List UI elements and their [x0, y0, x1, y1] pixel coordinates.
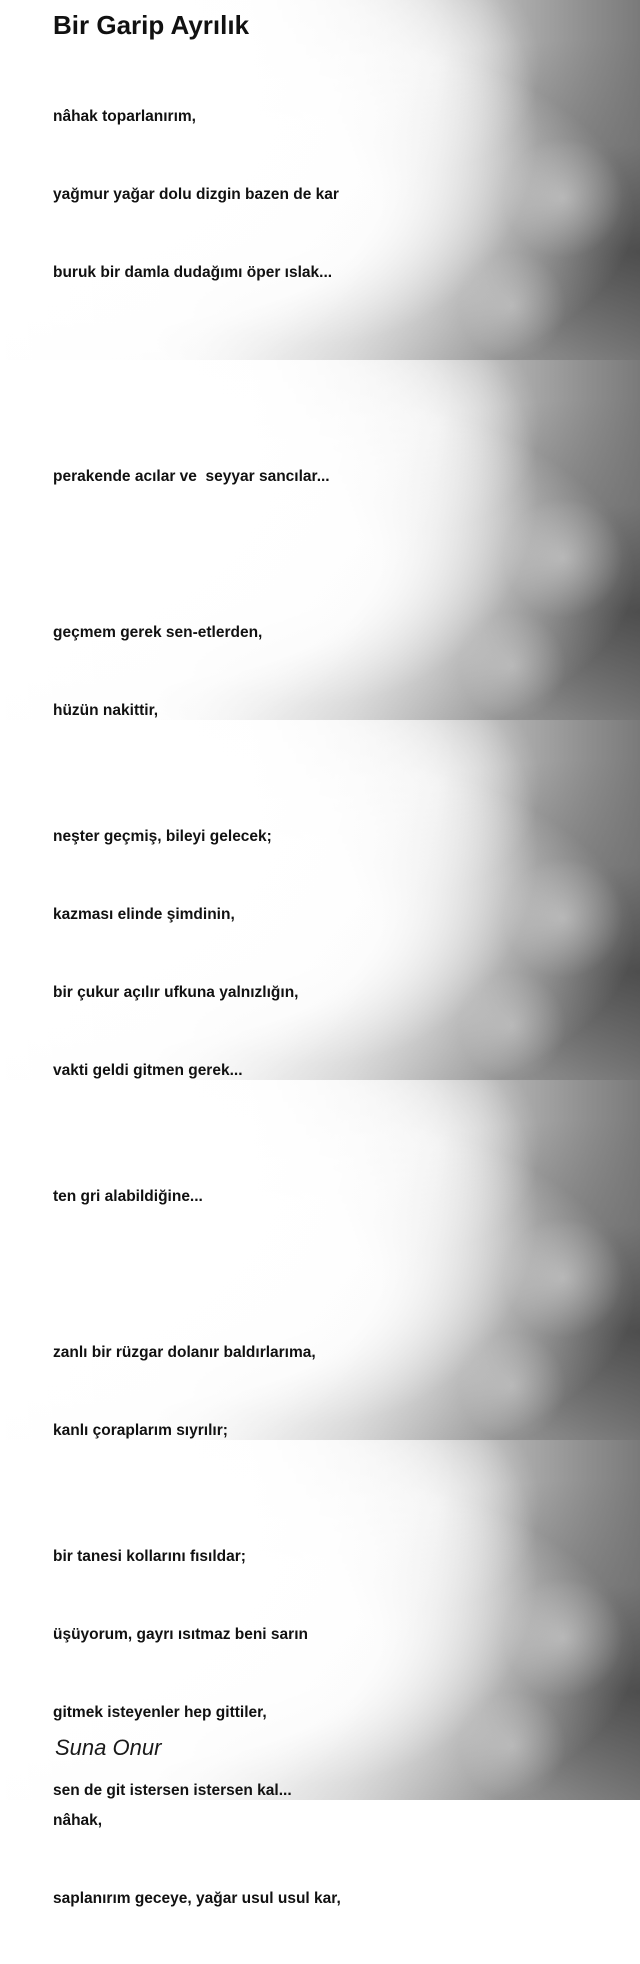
poem-line: bir çukur açılır ufkuna yalnızlığın, — [53, 984, 299, 1001]
poem-line: buruk bir damla dudağımı öper ıslak... — [53, 264, 333, 281]
poem-panel-1 — [0, 0, 640, 360]
poem-line: ten gri alabildiğine... — [53, 1188, 203, 1205]
poem-line: saplanırım geceye, yağar usul usul kar, — [53, 1890, 341, 1907]
poem-line — [53, 1262, 355, 1288]
poem-line: nâhak, — [53, 1812, 103, 1829]
poem-panel-5 — [0, 1440, 640, 1800]
poem-panel-2 — [0, 360, 640, 720]
poem-panel-3 — [0, 720, 640, 1080]
poem-line: neşter geçmiş, bileyi gelecek; — [53, 828, 272, 845]
poem-line: kanlı çoraplarım sıyrılır; — [53, 1422, 228, 1439]
poem-line: gitmek isteyenler hep gittiler, — [53, 1704, 267, 1721]
poem-line: zanlı bir rüzgar dolanır baldırlarıma, — [53, 1344, 316, 1361]
poem-line: kazması elinde şimdinin, — [53, 906, 235, 923]
poem-line: sen de git istersen istersen kal... — [53, 1782, 292, 1799]
poem-line: yağmur yağar dolu dizgin bazen de kar — [53, 186, 339, 203]
poem-line: hüzün nakittir, — [53, 702, 159, 719]
poem-line: geçmem gerek sen-etlerden, — [53, 624, 263, 641]
poem-title: Bir Garip Ayrılık — [53, 10, 250, 40]
poem-line: nâhak toparlanırım, — [53, 108, 196, 125]
poem-author: Suna Onur — [55, 1735, 162, 1760]
poem-line: perakende acılar ve seyyar sancılar... — [53, 468, 330, 485]
poem-text-block — [53, 1492, 308, 1856]
poem-line — [53, 542, 360, 568]
poem-line: üşüyorum, gayrı ısıtmaz beni sarın — [53, 1626, 308, 1643]
poem-line: bir tanesi kollarını fısıldar; — [53, 1548, 246, 1565]
poem-line: vakti geldi gitmen gerek... — [53, 1062, 243, 1079]
